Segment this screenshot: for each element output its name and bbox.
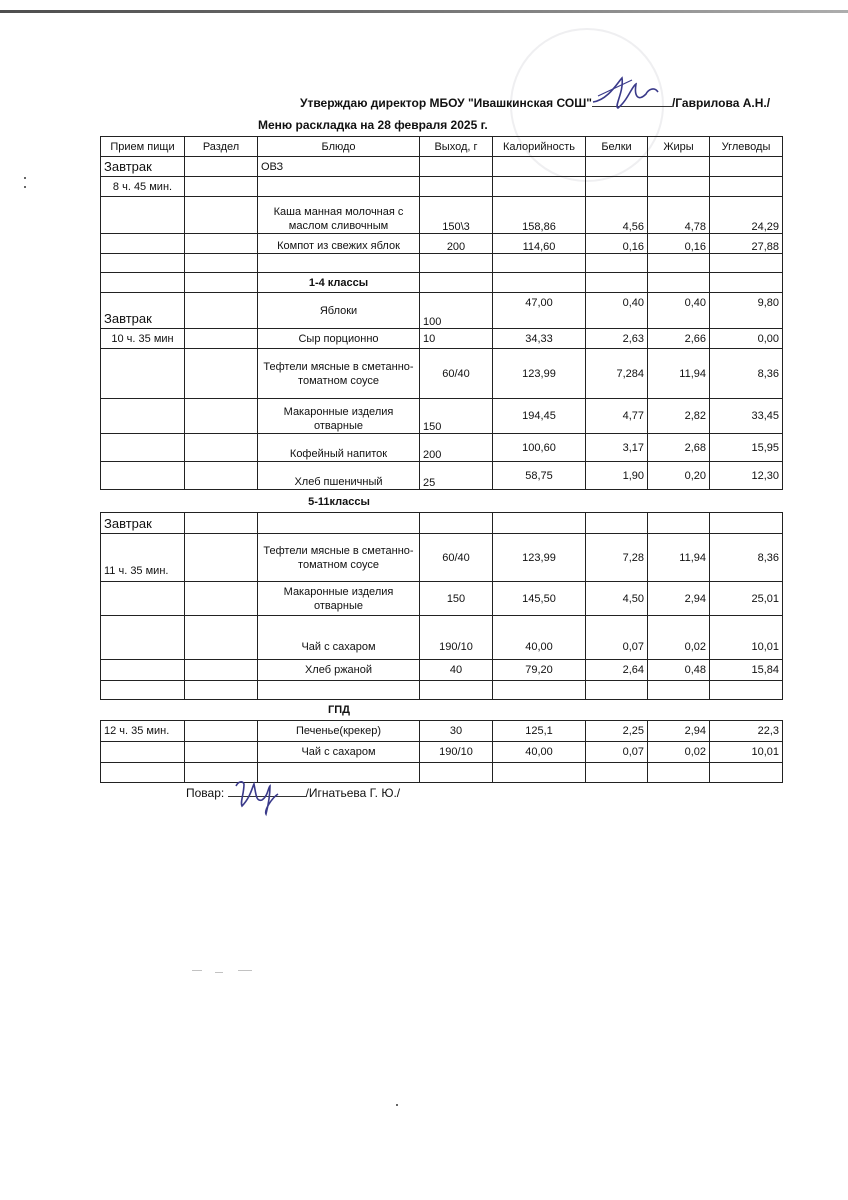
table-row	[101, 616, 783, 660]
carbs-cell: 8,36	[710, 349, 783, 399]
fat-cell: 4,78	[648, 197, 710, 234]
table-row	[101, 399, 783, 434]
yield-cell: 200	[420, 234, 493, 254]
col-header: Прием пищи	[101, 137, 185, 157]
fat-cell: 2,82	[648, 399, 710, 434]
col-header: Блюдо	[258, 137, 420, 157]
dish-cell: Тефтели мясные в сметанно-томатном соусе	[258, 349, 420, 399]
kcal-cell: 114,60	[493, 234, 586, 254]
carbs-cell: 27,88	[710, 234, 783, 254]
kcal-cell: 123,99	[493, 534, 586, 582]
kcal-cell: 40,00	[493, 616, 586, 660]
fat-cell: 0,40	[648, 293, 710, 329]
yield-cell: 10	[420, 329, 493, 349]
col-header: Углеводы	[710, 137, 783, 157]
meal-cell: Завтрак	[101, 293, 185, 329]
fat-cell: 2,68	[648, 434, 710, 462]
fat-cell: 0,02	[648, 742, 710, 763]
time-cell: 11 ч. 35 мин.	[101, 534, 185, 582]
carbs-cell: 22,3	[710, 721, 783, 742]
section-title-gpd: ГПД	[328, 704, 350, 716]
table-row	[101, 349, 783, 399]
yield-cell: 200	[420, 434, 493, 462]
meal-cell: Завтрак	[101, 157, 185, 177]
dish-cell: Макаронные изделия отварные	[258, 582, 420, 616]
protein-cell: 0,07	[586, 742, 648, 763]
carbs-cell: 24,29	[710, 197, 783, 234]
scan-speck	[192, 970, 202, 971]
col-header: Жиры	[648, 137, 710, 157]
cook-name: /Игнатьева Г. Ю./	[305, 786, 401, 800]
dish-cell: Хлеб пшеничный	[258, 462, 420, 490]
dish-cell: Печенье(крекер)	[258, 721, 420, 742]
table-row	[101, 434, 783, 462]
dish-cell: Компот из свежих яблок	[258, 234, 420, 254]
kcal-cell: 145,50	[493, 582, 586, 616]
menu-table-ovz	[100, 136, 783, 490]
yield-cell: 190/10	[420, 742, 493, 763]
yield-cell: 150	[420, 399, 493, 434]
section-title-1-4: 1-4 классы	[258, 273, 420, 293]
table-row	[101, 763, 783, 783]
yield-cell: 60/40	[420, 534, 493, 582]
table-row	[101, 197, 783, 234]
col-header: Раздел	[185, 137, 258, 157]
kcal-cell: 158,86	[493, 197, 586, 234]
protein-cell: 2,25	[586, 721, 648, 742]
protein-cell: 4,56	[586, 197, 648, 234]
scan-edge	[0, 10, 848, 13]
section-title-5-11: 5-11классы	[308, 496, 370, 508]
protein-cell: 4,77	[586, 399, 648, 434]
table-row	[101, 234, 783, 254]
yield-cell: 100	[420, 293, 493, 329]
yield-cell: 190/10	[420, 616, 493, 660]
approval-line	[300, 96, 770, 110]
time-cell: 12 ч. 35 мин.	[101, 721, 185, 742]
kcal-cell: 40,00	[493, 742, 586, 763]
col-header: Калорийность	[493, 137, 586, 157]
carbs-cell: 15,95	[710, 434, 783, 462]
cook-label: Повар:	[186, 786, 225, 800]
carbs-cell: 15,84	[710, 660, 783, 681]
protein-cell: 2,63	[586, 329, 648, 349]
header-row	[101, 137, 783, 157]
carbs-cell: 33,45	[710, 399, 783, 434]
fat-cell: 0,20	[648, 462, 710, 490]
protein-cell: 7,284	[586, 349, 648, 399]
protein-cell: 3,17	[586, 434, 648, 462]
yield-cell: 60/40	[420, 349, 493, 399]
yield-cell: 40	[420, 660, 493, 681]
scan-speck	[396, 1104, 398, 1106]
scan-speck	[24, 186, 26, 188]
yield-cell: 150	[420, 582, 493, 616]
scan-speck	[24, 177, 26, 179]
scan-speck	[215, 972, 223, 973]
protein-cell: 7,28	[586, 534, 648, 582]
fat-cell: 11,94	[648, 534, 710, 582]
kcal-cell: 79,20	[493, 660, 586, 681]
fat-cell: 2,66	[648, 329, 710, 349]
table-row	[101, 660, 783, 681]
menu-table-5-11	[100, 512, 783, 700]
yield-cell: 150\3	[420, 197, 493, 234]
director-name: /Гаврилова А.Н./	[671, 96, 771, 110]
dish-cell: Кофейный напиток	[258, 434, 420, 462]
menu-table-gpd	[100, 720, 783, 783]
carbs-cell: 8,36	[710, 534, 783, 582]
protein-cell: 4,50	[586, 582, 648, 616]
carbs-cell: 25,01	[710, 582, 783, 616]
kcal-cell: 125,1	[493, 721, 586, 742]
protein-cell: 0,16	[586, 234, 648, 254]
table-row	[101, 254, 783, 273]
protein-cell: 0,07	[586, 616, 648, 660]
carbs-cell: 10,01	[710, 742, 783, 763]
col-header: Белки	[586, 137, 648, 157]
protein-cell: 0,40	[586, 293, 648, 329]
carbs-cell: 12,30	[710, 462, 783, 490]
dish-cell: Хлеб ржаной	[258, 660, 420, 681]
kcal-cell: 47,00	[493, 293, 586, 329]
kcal-cell: 123,99	[493, 349, 586, 399]
table-row	[101, 157, 783, 177]
approval-text: Утверждаю директор МБОУ "Ивашкинская СОШ"	[300, 96, 592, 110]
fat-cell: 11,94	[648, 349, 710, 399]
protein-cell: 1,90	[586, 462, 648, 490]
dish-cell: Чай с сахаром	[258, 742, 420, 763]
time-cell: 10 ч. 35 мин	[101, 329, 185, 349]
carbs-cell: 9,80	[710, 293, 783, 329]
fat-cell: 2,94	[648, 721, 710, 742]
table-row	[101, 742, 783, 763]
table-row	[101, 329, 783, 349]
fat-cell: 0,16	[648, 234, 710, 254]
table-row	[101, 721, 783, 742]
dish-cell: Макаронные изделия отварные	[258, 399, 420, 434]
fat-cell: 0,48	[648, 660, 710, 681]
dish-cell: Яблоки	[258, 293, 420, 329]
yield-cell: 30	[420, 721, 493, 742]
carbs-cell: 0,00	[710, 329, 783, 349]
fat-cell: 2,94	[648, 582, 710, 616]
director-signature	[588, 72, 668, 112]
fat-cell: 0,02	[648, 616, 710, 660]
table-row	[101, 177, 783, 197]
meal-cell: Завтрак	[101, 513, 185, 534]
table-row	[101, 534, 783, 582]
cook-signature	[228, 772, 298, 818]
yield-cell: 25	[420, 462, 493, 490]
table-row	[101, 293, 783, 329]
kcal-cell: 58,75	[493, 462, 586, 490]
table-row	[101, 582, 783, 616]
dish-cell: Чай с сахаром	[258, 616, 420, 660]
table-row	[101, 681, 783, 700]
dish-cell: Тефтели мясные в сметанно-томатном соусе	[258, 534, 420, 582]
menu-title: Меню раскладка на 28 февраля 2025 г.	[258, 118, 488, 132]
table-row	[101, 462, 783, 490]
col-header: Выход, г	[420, 137, 493, 157]
dish-cell: ОВЗ	[258, 157, 420, 177]
kcal-cell: 100,60	[493, 434, 586, 462]
table-row	[101, 513, 783, 534]
carbs-cell: 10,01	[710, 616, 783, 660]
scan-speck	[238, 970, 252, 971]
protein-cell: 2,64	[586, 660, 648, 681]
kcal-cell: 194,45	[493, 399, 586, 434]
kcal-cell: 34,33	[493, 329, 586, 349]
dish-cell: Сыр порционно	[258, 329, 420, 349]
section-row	[101, 273, 783, 293]
dish-cell: Каша манная молочная с маслом сливочным	[258, 197, 420, 234]
time-cell: 8 ч. 45 мин.	[101, 177, 185, 197]
